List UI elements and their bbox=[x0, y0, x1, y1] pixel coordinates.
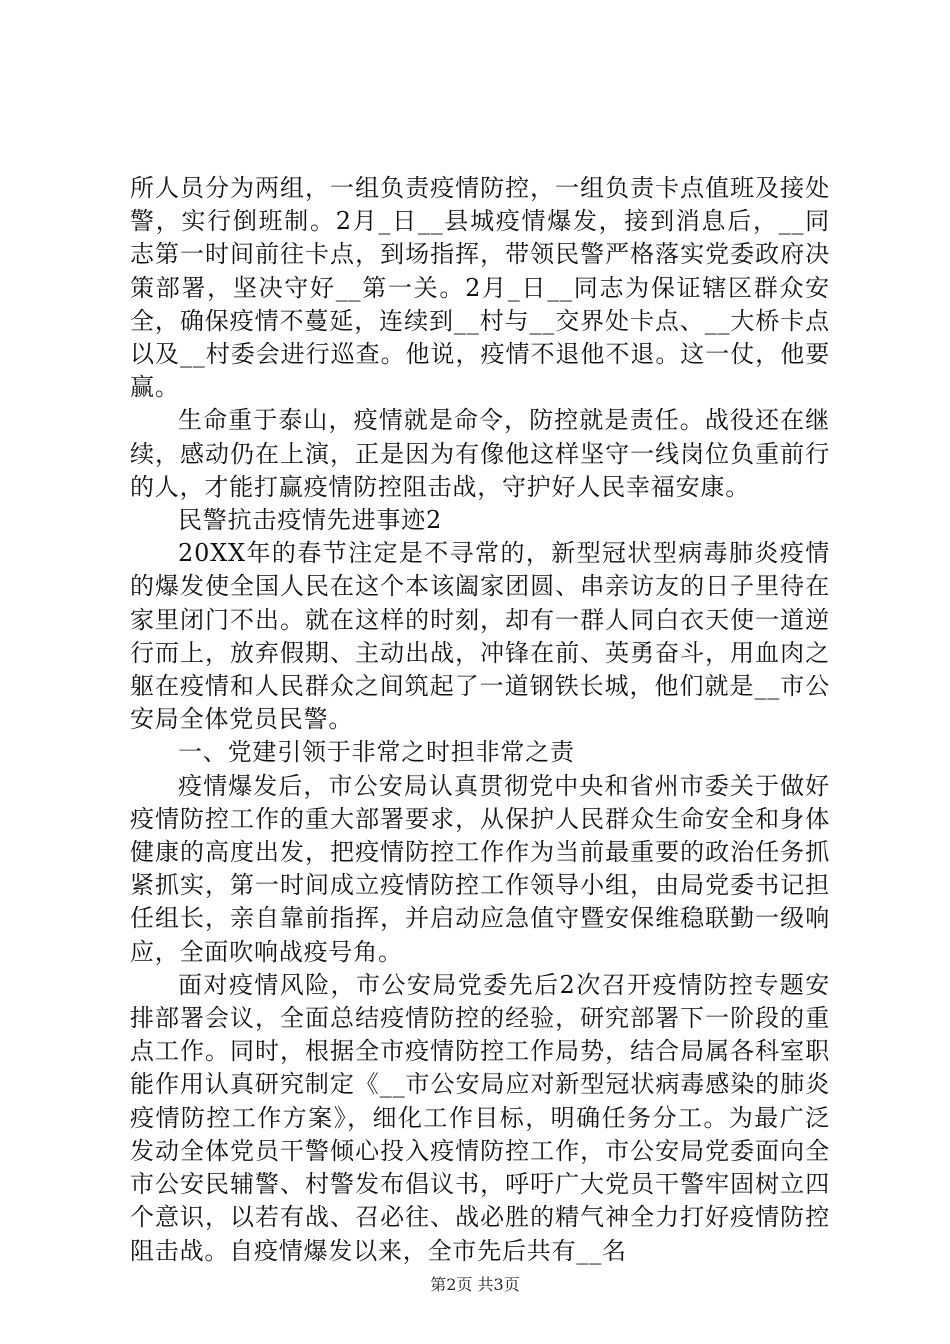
subsection-heading: 一、党建引领于非常之时担非常之责 bbox=[178, 738, 575, 767]
section-title: 民警抗击疫情先进事迹2 bbox=[178, 506, 443, 535]
document-body bbox=[130, 172, 830, 1268]
paragraph-conclusion: 生命重于泰山，疫情就是命令，防控就是责任。战役还在继续，感动仍在上演，正是因为有像他这样坚守一线岗位负重前行的人，才能打赢疫情防控阻击战，守护好人民幸福安康。 bbox=[130, 406, 830, 501]
paragraph-response: 疫情爆发后，市公安局认真贯彻党中央和省州市委关于做好疫情防控工作的重大部署要求，从保护人民群众生命安全和身体健康的高度出发，把疫情防控工作作为当前最重要的政治任务抓紧抓实，第一时间成立疫情防控工作领导小组，由局党委书记担任组长，亲自靠前指挥，并启动应急值守暨安保维稳联勤一级响应，全面吹响战疫号角。 bbox=[130, 771, 830, 966]
page-footer: 第2页 共3页 bbox=[430, 1275, 520, 1294]
paragraph-continuation: 所人员分为两组，一组负责疫情防控，一组负责卡点值班及接处警，实行倒班制。2月_日__县城疫情爆发，接到消息后，__同志第一时间前往卡点，到场指挥，带领民警严格落实党委政府决策部署，坚决守好__第一关。2月_日__同志为保证辖区群众安全，确保疫情不蔓延，连续到__村与__交界处卡点、__大桥卡点以及__村委会进行巡查。他说，疫情不退他不退。这一仗，他要赢。 bbox=[130, 174, 830, 402]
paragraph-measures: 面对疫情风险，市公安局党委先后2次召开疫情防控专题安排部署会议，全面总结疫情防控的经验，研究部署下一阶段的重点工作。同时，根据全市疫情防控工作局势，结合局属各科室职能作用认真研究制定《__市公安局应对新型冠状病毒感染的肺炎疫情防控工作方案》，细化工作目标，明确任务分工。为最广泛发动全体党员干警倾心投入疫情防控工作，市公安局党委面向全市公安民辅警、村警发布倡议书，呼吁广大党员干警牢固树立四个意识，以若有战、召必往、战必胜的精气神全力打好疫情防控阻击战。自疫情爆发以来，全市先后共有__名 bbox=[130, 970, 830, 1265]
paragraph-intro: 20XX年的春节注定是不寻常的，新型冠状型病毒肺炎疫情的爆发使全国人民在这个本该阖家团圆、串亲访友的日子里待在家里闭门不出。就在这样的时刻，却有一群人同白衣天使一道逆行而上，放弃假期、主动出战，冲锋在前、英勇奋斗，用血肉之躯在疫情和人民群众之间筑起了一道钢铁长城，他们就是__市公安局全体党员民警。 bbox=[130, 539, 830, 734]
